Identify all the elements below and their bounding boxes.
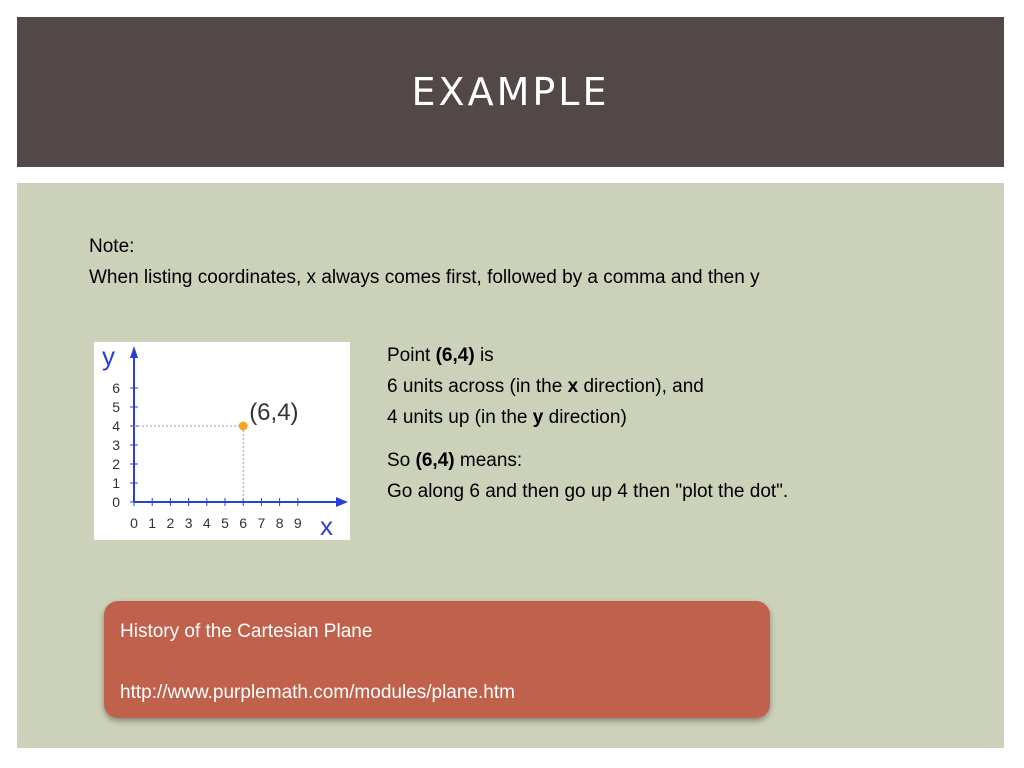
callout-link[interactable]: http://www.purplemath.com/modules/plane.htm	[120, 682, 515, 703]
coordinate-graph	[94, 342, 350, 540]
y-axis-arrow	[130, 346, 138, 358]
point-label: (6,4)	[249, 399, 299, 426]
point-para-1: Point (6,4) is 6 units across (in the x direction), and 4 units up (in the y direction)	[387, 345, 704, 428]
x-tick-label: 9	[293, 515, 302, 531]
y-tick-label: 2	[112, 456, 120, 472]
note-text: When listing coordinates, x always comes first, followed by a comma and then y	[89, 267, 760, 288]
coordinate-graph-svg	[94, 342, 350, 540]
x-tick-label: 7	[257, 515, 266, 531]
x-tick-label: 3	[184, 515, 193, 531]
slide-title: EXAMPLE	[411, 70, 610, 114]
x-axis-label: x	[320, 511, 333, 540]
y-tick-label: 3	[112, 437, 120, 453]
note-label: Note:	[89, 236, 135, 257]
y-tick-label: 4	[112, 418, 120, 434]
y-tick-label: 1	[112, 475, 120, 491]
x-tick-label: 6	[239, 515, 248, 531]
note-block	[89, 231, 760, 293]
reference-callout	[104, 601, 770, 718]
instruction-text: Go along 6 and then go up 4 then "plot the dot".	[387, 481, 789, 502]
x-tick-label: 8	[275, 515, 284, 531]
x-axis-arrow	[336, 497, 348, 507]
content-panel	[17, 183, 1004, 748]
x-tick-label: 5	[221, 515, 229, 531]
point-para-2: So (6,4) means: Go along 6 and then go up 4 then "plot the dot".	[387, 450, 789, 502]
point-explanation	[387, 340, 867, 507]
x-tick-label: 1	[148, 515, 157, 531]
y-tick-label: 0	[112, 494, 120, 510]
callout-title: History of the Cartesian Plane	[120, 621, 373, 642]
x-tick-label: 2	[166, 515, 175, 531]
title-bar	[17, 17, 1004, 167]
plotted-point	[239, 422, 248, 431]
x-tick-label: 4	[202, 515, 211, 531]
point-coordinate: (6,4)	[435, 345, 475, 366]
y-tick-label: 6	[112, 380, 120, 396]
y-tick-label: 5	[112, 399, 120, 415]
x-tick-label: 0	[130, 515, 138, 531]
y-axis-label: y	[102, 342, 115, 371]
